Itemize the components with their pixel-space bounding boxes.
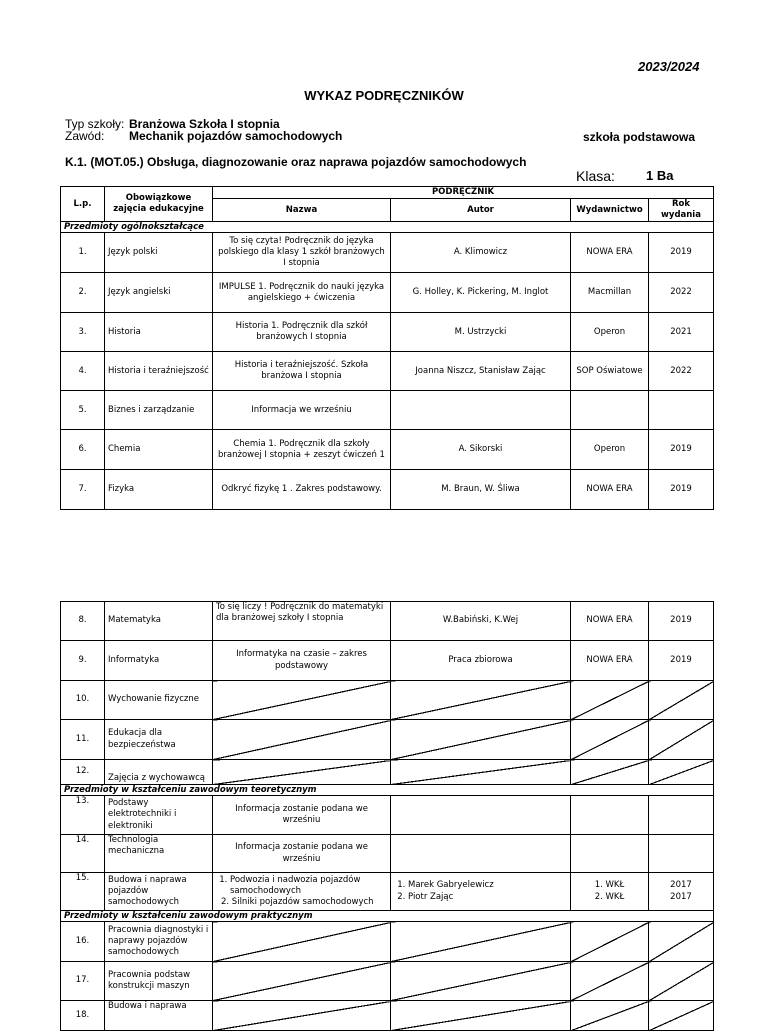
- row-lp: 16.: [61, 922, 105, 962]
- author-item: 2. Piotr Zając: [408, 892, 567, 903]
- header-name: Nazwa: [213, 199, 391, 222]
- header-publisher: Wydawnictwo: [571, 199, 649, 222]
- school-year: 2023/2024: [638, 59, 700, 74]
- row-publisher: NOWA ERA: [571, 641, 649, 681]
- section-row: [61, 785, 714, 796]
- row-name: To się liczy ! Podręcznik do matematyki dla branżowej szkoły I stopnia: [213, 602, 391, 641]
- table-row: [61, 233, 714, 273]
- row-year: 2019: [649, 641, 714, 681]
- row-subject: Język polski: [105, 233, 213, 273]
- profession-value: Mechanik pojazdów samochodowych: [129, 129, 343, 143]
- crossed-cell: [213, 962, 391, 1001]
- crossed-cell: [213, 1001, 391, 1031]
- row-year: 2022: [649, 273, 714, 313]
- row-subject: Fizyka: [105, 470, 213, 510]
- base-school: szkoła podstawowa: [583, 130, 696, 144]
- table-header-row: [61, 187, 714, 199]
- row-lp: 14.: [61, 835, 105, 873]
- row-name: Informatyka na czasie – zakres podstawowy: [213, 641, 391, 681]
- table-row: [61, 922, 714, 962]
- row-year: [649, 391, 714, 430]
- row-subject: Pracownia podstaw konstrukcji maszyn: [105, 962, 213, 1001]
- table-row: [61, 602, 714, 641]
- table-row: [61, 873, 714, 911]
- header-textbook: PODRĘCZNIK: [213, 187, 714, 199]
- row-subject: Biznes i zarządzanie: [105, 391, 213, 430]
- row-lp: 1.: [61, 233, 105, 273]
- name-item: 1. Podwozia i nadwozia pojazdów samochodowych: [230, 875, 387, 897]
- table-row: [61, 681, 714, 720]
- header-year: Rok wydania: [649, 199, 714, 222]
- row-publisher: Operon: [571, 313, 649, 352]
- crossed-cell: [649, 922, 714, 962]
- row-subject: Historia i teraźniejszość: [105, 352, 213, 391]
- table-row: [61, 835, 714, 873]
- row-author: W.Babiński, K.Wej: [391, 602, 571, 641]
- header-subject: Obowiązkowe zajęcia edukacyjne: [105, 187, 213, 222]
- crossed-cell: [391, 760, 571, 785]
- crossed-cell: [649, 720, 714, 760]
- table-row: [61, 352, 714, 391]
- row-name: Historia 1. Podręcznik dla szkół branżowych I stopnia: [213, 313, 391, 352]
- section-general: Przedmioty ogólnokształcące: [61, 222, 714, 233]
- table-row: [61, 720, 714, 760]
- row-name: IMPULSE 1. Podręcznik do nauki języka angielskiego + ćwiczenia: [213, 273, 391, 313]
- row-lp: 4.: [61, 352, 105, 391]
- class-label: Klasa:: [576, 168, 615, 184]
- page-title: WYKAZ PODRĘCZNIKÓW: [304, 88, 464, 103]
- row-year: [649, 873, 714, 911]
- row-publisher: Macmillan: [571, 273, 649, 313]
- qualification: K.1. (MOT.05.) Obsługa, diagnozowanie oraz naprawa pojazdów samochodowych: [65, 155, 527, 169]
- row-author: M. Braun, W. Śliwa: [391, 470, 571, 510]
- row-lp: 15.: [61, 873, 105, 911]
- profession-label: Zawód:: [65, 129, 105, 143]
- table-row: [61, 962, 714, 1001]
- row-lp: 18.: [61, 1001, 105, 1031]
- year-item: 2017: [670, 891, 692, 902]
- class-value: 1 Ba: [646, 168, 674, 183]
- table-row: [61, 470, 714, 510]
- publisher-item: 2. WKŁ: [594, 891, 625, 902]
- row-year: 2019: [649, 430, 714, 470]
- row-year: 2019: [649, 470, 714, 510]
- name-item: 2. Silniki pojazdów samochodowych: [221, 897, 374, 908]
- row-lp: 12.: [61, 760, 105, 785]
- row-subject: Chemia: [105, 430, 213, 470]
- school-type-label: Typ szkoły:: [65, 117, 125, 131]
- row-publisher: [571, 873, 649, 911]
- crossed-cell: [391, 962, 571, 1001]
- row-author: [391, 391, 571, 430]
- row-subject: Informatyka: [105, 641, 213, 681]
- row-lp: 8.: [61, 602, 105, 641]
- row-publisher: [571, 391, 649, 430]
- row-lp: 2.: [61, 273, 105, 313]
- row-year: 2022: [649, 352, 714, 391]
- row-author: Praca zbiorowa: [391, 641, 571, 681]
- textbook-table-part-1: [60, 186, 714, 510]
- section-vocational-theory: Przedmioty w kształceniu zawodowym teoretycznym: [61, 785, 714, 796]
- table-row: [61, 313, 714, 352]
- publisher-item: 1. WKŁ: [594, 880, 625, 891]
- row-subject: Język angielski: [105, 273, 213, 313]
- row-author: G. Holley, K. Pickering, M. Inglot: [391, 273, 571, 313]
- row-lp: 7.: [61, 470, 105, 510]
- row-author: [391, 873, 571, 911]
- row-publisher: Operon: [571, 430, 649, 470]
- row-lp: 10.: [61, 681, 105, 720]
- row-publisher: NOWA ERA: [571, 470, 649, 510]
- row-author: [391, 796, 571, 835]
- crossed-cell: [571, 1001, 649, 1031]
- row-subject: Technologia mechaniczna: [105, 835, 213, 873]
- row-name: Odkryć fizykę 1 . Zakres podstawowy.: [213, 470, 391, 510]
- row-lp: 3.: [61, 313, 105, 352]
- crossed-cell: [571, 760, 649, 785]
- row-year: [649, 835, 714, 873]
- row-year: 2019: [649, 602, 714, 641]
- row-subject: Zajęcia z wychowawcą: [105, 760, 213, 785]
- table-row: [61, 430, 714, 470]
- author-item: 1. Marek Gabryelewicz: [408, 880, 567, 891]
- crossed-cell: [649, 681, 714, 720]
- row-author: A. Klimowicz: [391, 233, 571, 273]
- row-name: Chemia 1. Podręcznik dla szkoły branżowej I stopnia + zeszyt ćwiczeń 1: [213, 430, 391, 470]
- table-row: [61, 760, 714, 785]
- row-subject: Budowa i naprawa: [105, 1001, 213, 1031]
- row-subject: Matematyka: [105, 602, 213, 641]
- crossed-cell: [391, 922, 571, 962]
- textbook-table-part-2: [60, 601, 714, 1031]
- crossed-cell: [213, 681, 391, 720]
- crossed-cell: [649, 760, 714, 785]
- section-row: [61, 911, 714, 922]
- table-row: [61, 1001, 714, 1031]
- row-year: [649, 796, 714, 835]
- crossed-cell: [391, 720, 571, 760]
- row-subject: Wychowanie fizyczne: [105, 681, 213, 720]
- crossed-cell: [649, 1001, 714, 1031]
- row-subject: Podstawy elektrotechniki i elektroniki: [105, 796, 213, 835]
- table-row: [61, 796, 714, 835]
- header-lp: L.p.: [61, 187, 105, 222]
- row-name: Informacja we wrześniu: [213, 391, 391, 430]
- row-subject: Edukacja dla bezpieczeństwa: [105, 720, 213, 760]
- section-row: [61, 222, 714, 233]
- row-publisher: [571, 835, 649, 873]
- row-name: Informacja zostanie podana we wrześniu: [213, 835, 391, 873]
- crossed-cell: [571, 922, 649, 962]
- crossed-cell: [391, 1001, 571, 1031]
- header-author: Autor: [391, 199, 571, 222]
- row-author: M. Ustrzycki: [391, 313, 571, 352]
- school-type-value: Branżowa Szkoła I stopnia: [129, 117, 280, 131]
- row-subject: Budowa i naprawa pojazdów samochodowych: [105, 873, 213, 911]
- crossed-cell: [571, 962, 649, 1001]
- row-lp: 5.: [61, 391, 105, 430]
- crossed-cell: [213, 720, 391, 760]
- row-name: Historia i teraźniejszość. Szkoła branżowa I stopnia: [213, 352, 391, 391]
- table-row: [61, 273, 714, 313]
- table-row: [61, 391, 714, 430]
- row-lp: 11.: [61, 720, 105, 760]
- row-name: Informacja zostanie podana we wrześniu: [213, 796, 391, 835]
- row-lp: 17.: [61, 962, 105, 1001]
- table-row: [61, 641, 714, 681]
- row-author: A. Sikorski: [391, 430, 571, 470]
- crossed-cell: [571, 720, 649, 760]
- crossed-cell: [571, 681, 649, 720]
- row-author: Joanna Niszcz, Stanisław Zając: [391, 352, 571, 391]
- row-lp: 13.: [61, 796, 105, 835]
- row-publisher: NOWA ERA: [571, 602, 649, 641]
- row-lp: 9.: [61, 641, 105, 681]
- section-vocational-practice: Przedmioty w kształceniu zawodowym praktycznym: [61, 911, 714, 922]
- row-publisher: [571, 796, 649, 835]
- crossed-cell: [391, 681, 571, 720]
- row-publisher: SOP Oświatowe: [571, 352, 649, 391]
- row-subject: Pracownia diagnostyki i naprawy pojazdów samochodowych: [105, 922, 213, 962]
- row-name: To się czyta! Podręcznik do języka polskiego dla klasy 1 szkół branżowych I stopnia: [213, 233, 391, 273]
- row-subject: Historia: [105, 313, 213, 352]
- crossed-cell: [213, 922, 391, 962]
- row-year: 2021: [649, 313, 714, 352]
- row-publisher: NOWA ERA: [571, 233, 649, 273]
- row-lp: 6.: [61, 430, 105, 470]
- row-author: [391, 835, 571, 873]
- crossed-cell: [649, 962, 714, 1001]
- crossed-cell: [213, 760, 391, 785]
- row-name: [213, 873, 391, 911]
- year-item: 2017: [670, 880, 692, 891]
- row-year: 2019: [649, 233, 714, 273]
